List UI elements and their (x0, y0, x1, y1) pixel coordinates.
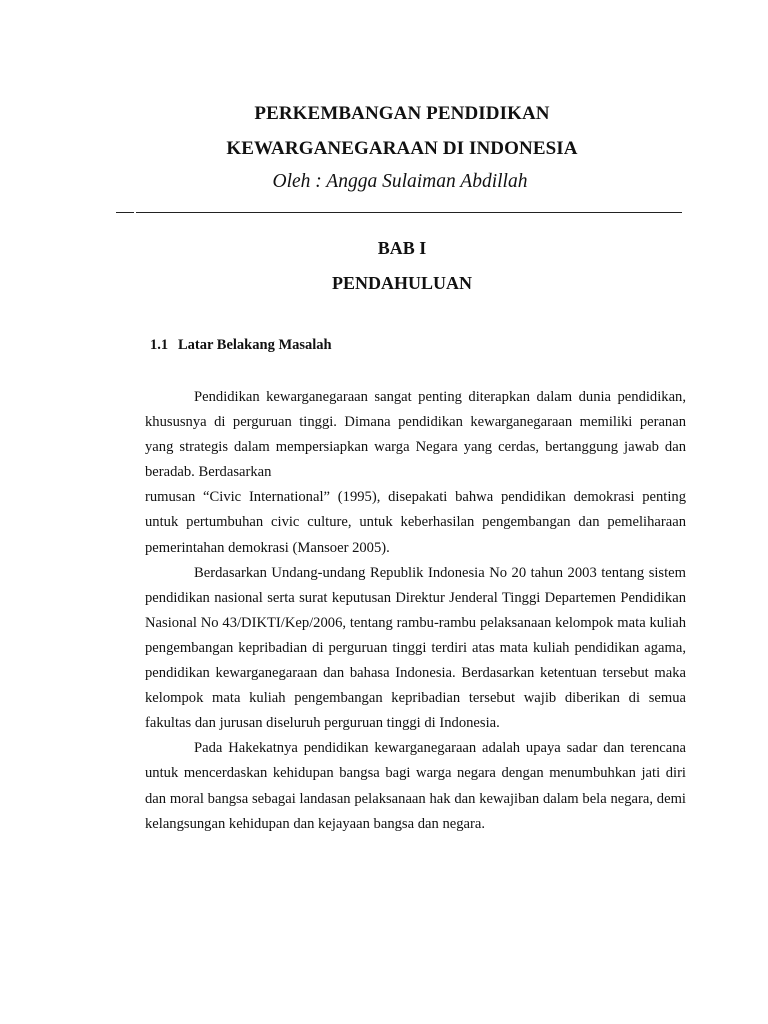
section-title: Latar Belakang Masalah (178, 337, 332, 353)
chapter-number: BAB I (377, 238, 427, 258)
section-heading (150, 337, 332, 354)
document-title-line-1: PERKEMBANGAN PENDIDIKAN (254, 103, 550, 124)
paragraph: Pendidikan kewarganegaraan sangat penting diterapkan dalam dunia pendidikan, khususnya di perguruan tinggi. Dimana pendidikan kewarganegaraan memiliki peranan yang strategis dalam mempersiapkan warga Negara yang cerdas, bertanggung jawab dan beradab. Berdasarkan (145, 389, 686, 481)
document-title-line-2: KEWARGANEGARAAN DI INDONESIA (226, 138, 578, 159)
title-rule (136, 212, 682, 213)
paragraph: Berdasarkan Undang-undang Republik Indonesia No 20 tahun 2003 tentang sistem pendidikan nasional serta surat keputusan Direktur Jenderal Tinggi Departemen Pendidikan Nasional No 43/DIKTI/Kep/2006, tentang rambu-rambu pelaksanaan kelompok mata kuliah pengembangan kepribadian di perguruan tinggi terdiri atas mata kuliah pendidikan agama, pendidikan kewarganegaraan dan bahasa Indonesia. Berdasarkan ketentuan tersebut maka kelompok mata kuliah pengembangan kepribadian tersebut wajib diberikan di semua fakultas dan jurusan diseluruh perguruan tinggi di Indonesia. (145, 564, 686, 732)
section-number: 1.1 (150, 337, 169, 353)
body-text (145, 385, 686, 837)
chapter-title: PENDAHULUAN (331, 273, 472, 293)
paragraph: Pada Hakekatnya pendidikan kewarganegaraan adalah upaya sadar dan terencana untuk mencerdaskan kehidupan bangsa bagi warga negara dengan menumbuhkan jati diri dan moral bangsa sebagai landasan pelaksanaan hak dan kewajiban dalam bela negara, demi kelangsungan kehidupan dan kejayaan bangsa dan negara. (145, 740, 686, 832)
title-rule-left-segment (116, 212, 134, 213)
document-author: Oleh : Angga Sulaiman Abdillah (272, 171, 528, 192)
paragraph: rumusan “Civic International” (1995), disepakati bahwa pendidikan demokrasi penting untuk pertumbuhan civic culture, untuk keberhasilan pengembangan dan pemeliharaan pemerintahan demokrasi (Mansoer 2005). (145, 489, 686, 556)
